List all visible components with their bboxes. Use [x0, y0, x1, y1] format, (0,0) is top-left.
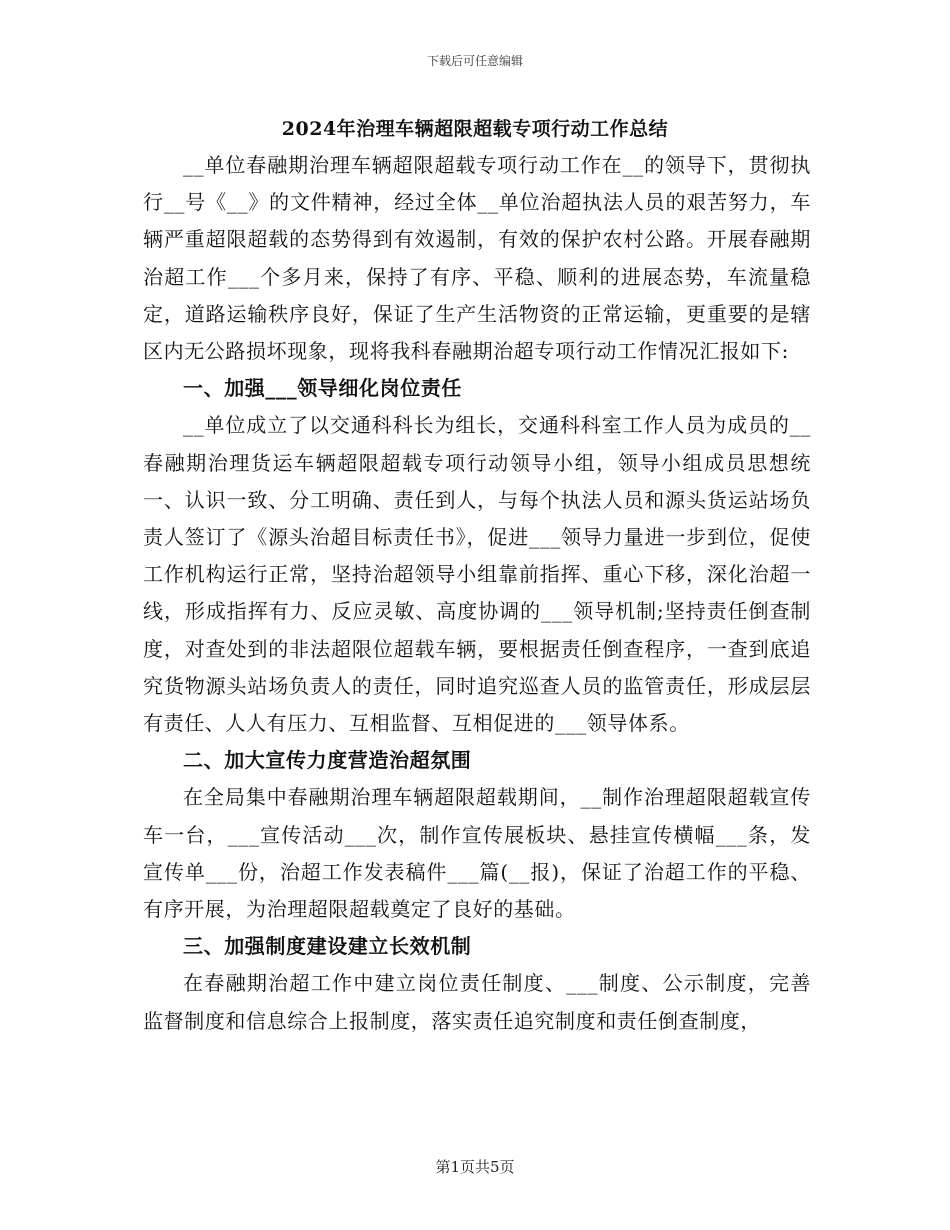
section-body-3: 在春融期治超工作中建立岗位责任制度、___制度、公示制度，完善监督制度和信息综合上报制度，落实责任追究制度和责任倒查制度，: [143, 971, 811, 1033]
section-heading-2: 二、加大宣传力度营造治超氛围: [183, 748, 472, 773]
section-body-1: __单位成立了以交通科科长为组长，交通科科室工作人员为成员的__春融期治理货运车辆超限超载专项行动领导小组，领导小组成员思想统一、认识一致、分工明确、责任到人，与每个执法人员和源头货运站场负责人签订了《源头治超目标责任书》，促进___领导力量进一步到位，促使工作机构运行正常，坚持治超领导小组靠前指挥、重心下移，深化治超一线，形成指挥有力、反应灵敏、高度协调的___领导机制;坚持责任倒查制度，对查处到的非法超限位超载车辆，要根据责任倒查程序，一查到底追究货物源头站场负责人的责任，同时追究巡查人员的监管责任，形成层层有责任、人人有压力、互相监督、互相促进的___领导体系。: [143, 413, 811, 736]
section-heading-1: 一、加强___领导细化岗位责任: [183, 376, 462, 401]
document-title: 2024年治理车辆超限超载专项行动工作总结: [281, 118, 669, 140]
header-note: 下载后可任意编辑: [426, 54, 523, 68]
section-heading-3: 三、加强制度建设建立长效机制: [183, 934, 472, 959]
intro-paragraph: __单位春融期治理车辆超限超载专项行动工作在__的领导下，贯彻执行__号《__》的文件精神，经过全体__单位治超执法人员的艰苦努力，车辆严重超限超载的态势得到有效遏制，有效的保护农村公路。开展春融期治超工作___个多月来，保持了有序、平稳、顺利的进展态势，车流量稳定，道路运输秩序良好，保证了生产生活物资的正常运输，更重要的是辖区内无公路损坏现象，现将我科春融期治超专项行动工作情况汇报如下:: [143, 153, 811, 364]
document-body: [143, 147, 811, 1040]
section-body-2: 在全局集中春融期治理车辆超限超载期间，__制作治理超限超载宣传车一台，___宣传活动___次，制作宣传展板块、悬挂宣传横幅___条，发宣传单___份，治超工作发表稿件___篇(__报)，保证了治超工作的平稳、有序开展，为治理超限超载奠定了良好的基础。: [143, 785, 811, 922]
page-number-footer: 第1页共5页: [435, 1158, 515, 1176]
